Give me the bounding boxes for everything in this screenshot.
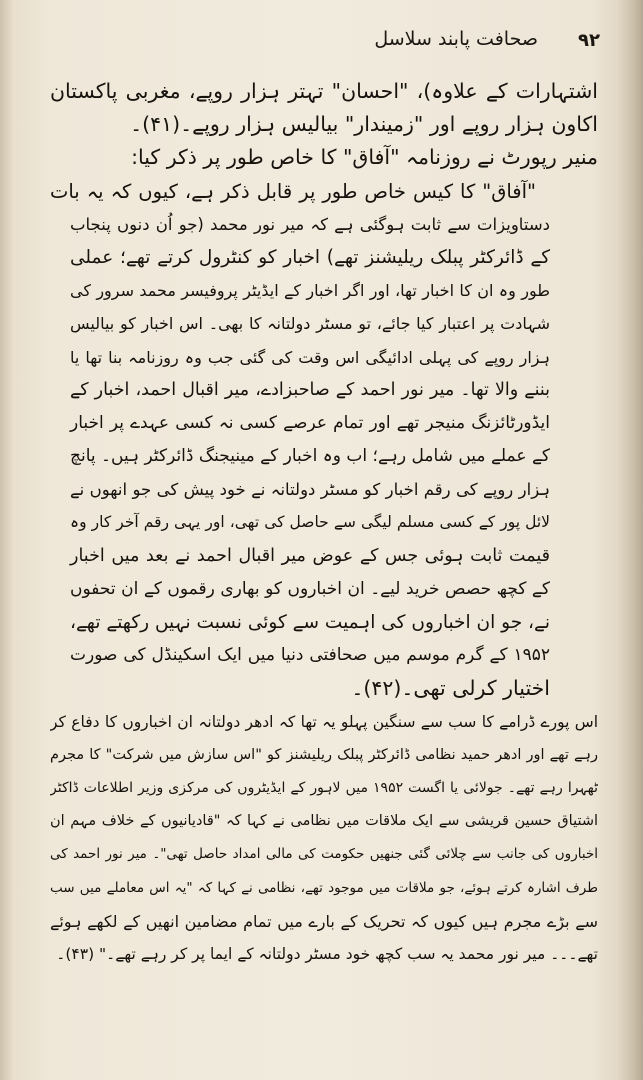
text-line: منیر رپورٹ نے روزنامہ "آفاق" کا خاص طور پر ذکر کیا: bbox=[131, 145, 598, 170]
text-line: ایڈورٹائزنگ منیجر تھے اور تمام عرصے کسی نہ کسی عہدے پر اخبار bbox=[70, 412, 550, 433]
text-line: اس پورے ڈرامے کا سب سے سنگین پہلو یہ تھا کہ ادھر دولتانہ ان اخباروں کا دفاع کر bbox=[50, 712, 598, 731]
page-header bbox=[374, 28, 600, 58]
text-line: سے بڑے مجرم ہیں کیوں کہ تحریک کے بارے میں تمام مضامین انھیں کے لکھے ہوئے bbox=[50, 911, 598, 931]
text-line: طور وہ ان کا اخبار تھا، اور اگر اخبار کے ایڈیٹر پروفیسر محمد سرور کی bbox=[70, 281, 550, 301]
text-line: دستاویزات سے ثابت ہوگئی ہے کہ میر نور محمد (جو اُن دنوں پنجاب bbox=[70, 214, 550, 234]
text-line: شہادت پر اعتبار کیا جائے، تو مسٹر دولتانہ کا بھی۔ اس اخبار کو بیالیس bbox=[70, 314, 550, 334]
text-line: لائل پور کے کسی مسلم لیگی سے حاصل کی تھی، اور یہی رقم آخر کار وہ bbox=[70, 513, 550, 532]
page-number: ۹۲ bbox=[578, 30, 600, 51]
text-line: ٹھہرا رہے تھے۔ جولائی یا اگست ۱۹۵۲ میں لاہور کے ایڈیٹروں کی مرکزی وزیر اطلاعات ڈاکٹر bbox=[50, 779, 598, 796]
text-line: تھے۔۔۔ میر نور محمد یہ سب کچھ خود مسٹر دولتانہ کے ایما پر کر رہے تھے۔" (۴۳)۔ bbox=[56, 944, 598, 963]
text-line: ہزار روپے کی پہلی ادائیگی اس وقت کی گئی جب وہ روزنامہ بنا تھا یا bbox=[70, 347, 550, 367]
body-text bbox=[50, 75, 598, 971]
text-line: نے، جو ان اخباروں کی اہمیت سے کوئی نسبت نہیں رکھتے تھے، bbox=[70, 612, 550, 633]
text-line: اخباروں کی جانب سے چلائی گئی جنھیں حکومت کی مالی امداد حاصل تھی"۔ میر نور احمد کی bbox=[50, 846, 598, 863]
text-line: اشتیاق حسین قریشی سے ایک ملاقات میں نظامی نے کہا کہ "قادیانیوں کے خلاف مہم ان bbox=[50, 813, 598, 830]
text-line: رہے تھے اور ادھر حمید نظامی ڈائرکٹر پبلک ریلیشنز کو "اس سازش میں شرکت" کا مجرم bbox=[50, 746, 598, 763]
text-line: ۱۹۵۲ کے گرم موسم میں صحافتی دنیا میں ایک اسکینڈل کی صورت bbox=[70, 645, 550, 666]
text-line: کے ڈائرکٹر پبلک ریلیشنز تھے) اخبار کو کنٹرول کرتے تھے؛ عملی bbox=[70, 246, 550, 268]
text-line: اختیار کرلی تھی۔(۴۲)۔ bbox=[351, 676, 550, 701]
binding-shadow bbox=[617, 0, 643, 1080]
text-line: طرف اشارہ کرتے ہوئے، جو ملاقات میں موجود تھے، نظامی نے کہا کہ "یہ اس معاملے میں سب bbox=[50, 879, 598, 896]
text-line: "آفاق" کا کیس خاص طور پر قابل ذکر ہے، کیوں کہ یہ بات bbox=[50, 179, 536, 203]
text-line: اشتہارات کے علاوہ)، "احسان" تہتر ہزار روپے، مغربی پاکستان bbox=[50, 79, 598, 103]
text-line: بننے والا تھا۔ میر نور احمد کے صاحبزادے، میر اقبال احمد، اخبار کے bbox=[70, 379, 550, 400]
text-line: کے عملے میں شامل رہے؛ اب وہ اخبار کے مینیجنگ ڈائرکٹر ہیں۔ پانچ bbox=[70, 446, 550, 467]
text-line: اکاون ہزار روپے اور "زمیندار" بیالیس ہزار روپے۔(۴۱)۔ bbox=[130, 112, 598, 137]
text-line: قیمت ثابت ہوئی جس کے عوض میر اقبال احمد نے بعد میں اخبار bbox=[70, 545, 550, 566]
running-title: صحافت پابند سلاسل bbox=[374, 28, 538, 50]
text-line: ہزار روپے کی رقم اخبار کو مسٹر دولتانہ نے خود پیش کی جو انھوں نے bbox=[70, 480, 550, 500]
text-line: کے کچھ حصص خرید لیے۔ ان اخباروں کو بھاری رقموں کے ان تحفوں bbox=[70, 578, 550, 599]
page-edge-shadow bbox=[0, 0, 14, 1080]
